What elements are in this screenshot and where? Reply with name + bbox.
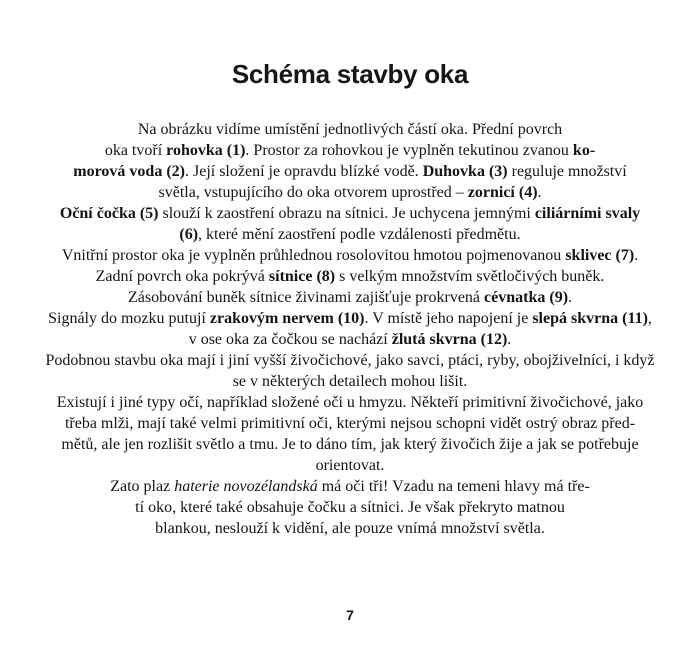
text-line: [22, 329, 678, 350]
text-line: [22, 392, 678, 413]
text-segment: třeba mlži, mají také velmi primitivní oči, kterými nejsou schopni vidět ostrý obraz před-: [64, 415, 636, 432]
text-line: [22, 245, 678, 266]
bold-term: Duhovka (3): [422, 163, 508, 180]
text-line: [22, 287, 678, 308]
text-segment: tí oko, které také obsahuje čočku a sítnici. Je však překryto matnou: [135, 499, 565, 516]
text-segment: Signály do mozku putují: [48, 310, 210, 327]
text-segment: ,: [647, 310, 652, 327]
text-segment: světla, vstupujícího do oka otvorem uprostřed –: [158, 184, 468, 201]
text-line: [22, 203, 678, 224]
text-segment: Zato plaz: [110, 478, 175, 495]
text-line: [22, 350, 678, 371]
bold-term: cévnatka (9): [484, 289, 569, 306]
text-segment: Na obrázku vidíme umístění jednotlivých částí oka. Přední povrch: [137, 121, 563, 138]
text-segment: v ose oka za čočkou se nachází: [188, 331, 392, 348]
text-segment: .: [537, 184, 542, 201]
bold-term: slepá skvrna (11): [532, 310, 648, 327]
text-segment: má oči tři! Vzadu na temeni hlavy má tře-: [317, 478, 590, 495]
bold-term: sítnice (8): [268, 268, 336, 285]
text-line: [22, 455, 678, 476]
text-segment: se v některých detailech mohou lišit.: [232, 373, 468, 390]
bold-term: morová voda (2): [73, 163, 185, 180]
text-segment: . V místě jeho napojení je: [364, 310, 533, 327]
page-title: Schéma stavby oka: [231, 59, 469, 89]
text-line: [22, 413, 678, 434]
bold-term: rohovka (1): [166, 142, 246, 159]
body-text: [22, 119, 678, 539]
text-segment: oka tvoří: [104, 142, 167, 159]
bold-term: žlutá skvrna (12): [391, 331, 508, 348]
text-segment: Existují i jiné typy očí, například složené oči u hmyzu. Někteří primitivní živočichové, jako: [56, 394, 644, 411]
text-segment: .: [568, 289, 573, 306]
text-line: [22, 140, 678, 161]
text-line: [22, 476, 678, 497]
text-line: [22, 497, 678, 518]
text-segment: blankou, neslouží k vidění, ale pouze vnímá množství světla.: [155, 520, 545, 537]
text-segment: . Její složení je opravdu blízké vodě.: [184, 163, 423, 180]
text-segment: .: [634, 247, 639, 264]
text-segment: Zadní povrch oka pokrývá: [95, 268, 269, 285]
text-segment: Zásobování buněk sítnice živinami zajišťuje prokrvená: [127, 289, 485, 306]
text-line: [22, 518, 678, 539]
text-segment: , které mění zaostření podle vzdálenosti předmětu.: [198, 226, 521, 243]
text-line: [22, 119, 678, 140]
text-segment: .: [507, 331, 512, 348]
text-segment: . Prostor za rohovkou je vyplněn tekutinou zvanou: [245, 142, 573, 159]
text-line: [22, 182, 678, 203]
bold-term: (6): [179, 226, 199, 243]
text-line: [22, 266, 678, 287]
text-segment: orientovat.: [315, 457, 385, 474]
text-segment: s velkým množstvím světločivých buněk.: [335, 268, 605, 285]
text-segment: reguluje množství: [507, 163, 627, 180]
bold-term: zrakovým nervem (10): [209, 310, 365, 327]
text-segment: Podobnou stavbu oka mají i jiní vyšší živočichové, jako savci, ptáci, ryby, obojživelníci, i když: [45, 352, 655, 369]
text-line: [22, 434, 678, 455]
text-segment: slouží k zaostření obrazu na sítnici. Je uchycena jemnými: [158, 205, 535, 222]
italic-term: haterie novozélandská: [174, 478, 318, 495]
bold-term: sklivec (7): [565, 247, 635, 264]
bold-term: zornicí (4): [467, 184, 538, 201]
text-segment: mětů, ale jen rozlišit světlo a tmu. Je to dáno tím, jak který živočich žije a jak se potřebuje: [61, 436, 639, 453]
text-line: [22, 224, 678, 245]
bold-term: Oční čočka (5): [59, 205, 159, 222]
text-line: [22, 308, 678, 329]
bold-term: ciliárními svaly: [534, 205, 641, 222]
text-line: [22, 371, 678, 392]
text-segment: Vnitřní prostor oka je vyplněn průhlednou rosolovitou hmotou pojmenovanou: [61, 247, 566, 264]
text-line: [22, 161, 678, 182]
page-number: 7: [346, 607, 354, 623]
bold-term: ko-: [572, 142, 596, 159]
